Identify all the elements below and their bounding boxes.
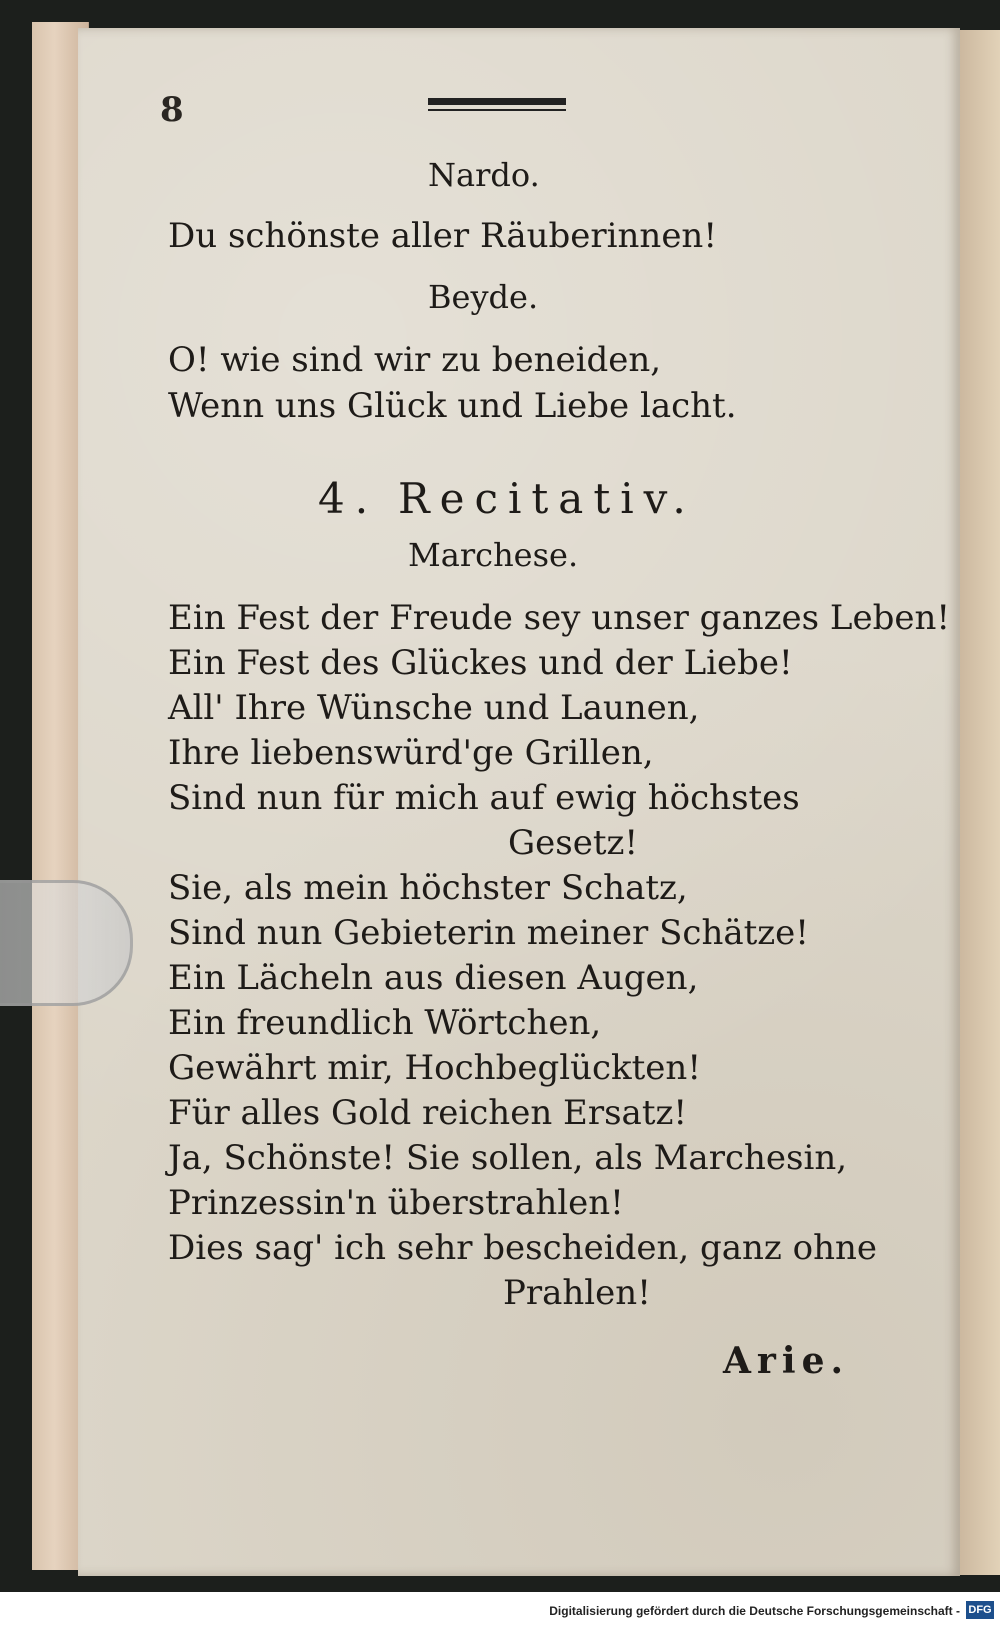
next-section-label: Arie. [723, 1340, 850, 1382]
verse-line: Ein Lächeln aus diesen Augen, [168, 958, 699, 998]
funding-credit: Digitalisierung gefördert durch die Deutsche Forschungsgemeinschaft - [549, 1604, 960, 1618]
verse-line: Ein Fest der Freude sey unser ganzes Leben! [168, 598, 951, 638]
verse-line-continuation: Prahlen! [503, 1273, 651, 1313]
verse-line: Sind nun für mich auf ewig höchstes [168, 778, 800, 818]
verse-line: O! wie sind wir zu beneiden, [168, 340, 662, 380]
verse-line: Dies sag' ich sehr bescheiden, ganz ohne [168, 1228, 878, 1268]
verse-line: Wenn uns Glück und Liebe lacht. [168, 386, 737, 426]
book-page [78, 28, 960, 1576]
verse-line: Ein freundlich Wörtchen, [168, 1003, 602, 1043]
verse-line: Ja, Schönste! Sie sollen, als Marchesin, [168, 1138, 848, 1178]
speaker-nardo: Nardo. [428, 156, 540, 194]
section-number: 4. [318, 474, 379, 523]
speaker-beyde: Beyde. [428, 278, 539, 316]
verse-line: Gewährt mir, Hochbeglückten! [168, 1048, 701, 1088]
verse-line: Ein Fest des Glückes und der Liebe! [168, 643, 793, 683]
header-rule-thin [428, 109, 566, 111]
verse-line: Du schönste aller Räuberinnen! [168, 216, 717, 256]
verse-line: Sie, als mein höchster Schatz, [168, 868, 688, 908]
right-page-edge [955, 30, 1000, 1575]
verse-line-continuation: Gesetz! [508, 823, 639, 863]
section-title: Recitativ. [398, 474, 696, 523]
page-number: 8 [160, 90, 184, 130]
dfg-logo: DFG [966, 1601, 994, 1619]
verse-line: All' Ihre Wünsche und Launen, [168, 688, 700, 728]
verse-line: Ihre liebenswürd'ge Grillen, [168, 733, 654, 773]
verse-line: Prinzessin'n überstrahlen! [168, 1183, 624, 1223]
verse-line: Sind nun Gebieterin meiner Schätze! [168, 913, 809, 953]
verse-line: Für alles Gold reichen Ersatz! [168, 1093, 688, 1133]
header-rule-thick [428, 98, 566, 105]
page-clip [0, 880, 133, 1006]
speaker-marchese: Marchese. [408, 536, 579, 574]
